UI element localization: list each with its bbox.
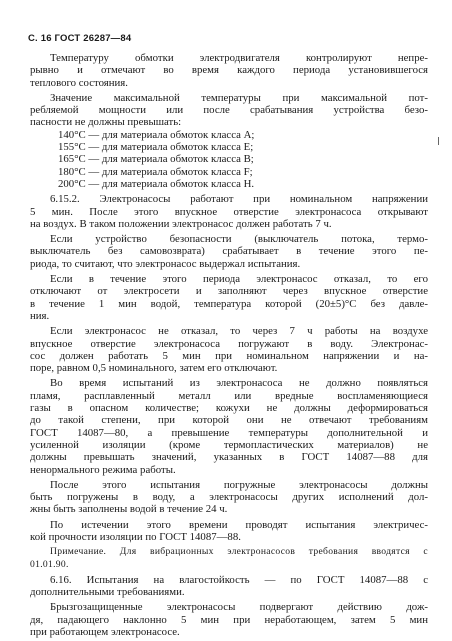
text-line: жны быть заполнены водой в течение 24 ч.	[30, 503, 228, 516]
text-line: ненормального режима работы.	[30, 463, 176, 476]
text-line: впускное отверстие электронасоса погружают в воду. Электронас-	[30, 337, 428, 350]
text-line: Примечание. Для вибрационных электронасосов требования вводятся с	[50, 546, 428, 558]
text-line: пасности не должны превышать:	[30, 116, 182, 129]
text-line: Если электронасос не отказал, то через 7 ч работы на воздухе	[50, 325, 428, 338]
margin-mark	[438, 137, 439, 145]
text-line: теплового состояния.	[30, 76, 128, 89]
text-line: 155°С — для материала обмоток класса Е;	[58, 141, 254, 154]
text-line: быть погружены в воду, а электронасосы других исполнений дол-	[30, 491, 428, 504]
text-line: до такой степени, при которой они не отвечают требованиям	[30, 414, 428, 427]
text-line: ния.	[30, 309, 50, 322]
text-line: сос должен работать 5 мин при номинальном напряжении и на-	[30, 349, 428, 362]
text-line: ГОСТ 14087—80, а превышение температуры дополнительной и	[30, 426, 428, 439]
text-line: Температуру обмотки электродвигателя контролируют непре-	[50, 52, 428, 64]
text-line: риода, то считают, что электронасос выдержал испытания.	[30, 257, 301, 270]
text-line: пламя, расплавленный металл или вредные воспламеняющиеся	[30, 389, 428, 402]
text-line: Во время испытаний из электронасоса не должно появляться	[50, 377, 428, 390]
text-line: После этого испытания погружные электронасосы должны	[50, 478, 428, 491]
text-line: Брызгозащищенные электронасосы подвергают действию дож-	[50, 601, 428, 614]
text-line: рывно и отмечают во время каждого периода установившегося	[30, 64, 428, 77]
text-line: газы в опасном количестве; кожухи не должны деформироваться	[30, 402, 428, 415]
text-line: По истечении этого времени проводят испытания электричес-	[50, 518, 428, 531]
text-line: 6.16. Испытания на влагостойкость — по ГОСТ 14087—88 с	[50, 573, 428, 586]
text-line: ребляемой мощности или после срабатывания устройства безо-	[30, 104, 428, 117]
text-line: Значение максимальной температуры при максимальной пот-	[50, 91, 428, 104]
text-line: дополнительными требованиями.	[30, 586, 185, 599]
text-line: 180°С — для материала обмоток класса F;	[58, 165, 253, 178]
document-body	[30, 52, 428, 638]
text-line: поре, равном 0,5 номинального, затем его отключают.	[30, 362, 278, 375]
text-line: выключатель без самовозврата) срабатывает в течение этого пе-	[30, 245, 428, 258]
text-line: Если в течение этого периода электронасос отказал, то его	[50, 273, 428, 286]
text-line: усиленной изоляции (кроме термопластических материалов) не	[30, 438, 428, 451]
text-line: 01.01.90.	[30, 558, 69, 570]
text-line: 5 мин. После этого впускное отверстие электронасоса открывают	[30, 205, 428, 218]
text-line: отключают от электросети и заполняют через впускное отверстие	[30, 285, 428, 298]
text-line: 165°С — для материала обмоток класса В;	[58, 153, 254, 166]
text-line: на воздух. В таком положении электронасос должен работать 7 ч.	[30, 217, 332, 230]
page-header: С. 16 ГОСТ 26287—84	[28, 33, 132, 44]
text-line: в течение 1 мин водой, температура которой (20±5)°С без давле-	[30, 297, 428, 310]
text-line: Если устройство безопасности (выключатель потока, термо-	[50, 233, 428, 246]
text-line: при работающем электронасосе.	[30, 626, 180, 639]
text-line: дя, падающего наклонно 5 мин при неработающем, затем 5 мин	[30, 613, 428, 626]
text-line: должны превышать значений, указанных в ГОСТ 14087—88 для	[30, 451, 428, 464]
text-line: 6.15.2. Электронасосы работают при номинальном напряжении	[50, 193, 428, 206]
text-line: кой прочности изоляции по ГОСТ 14087—88.	[30, 530, 241, 543]
text-line: 140°С — для материала обмоток класса А;	[58, 128, 255, 141]
text-line: 200°С — для материала обмоток класса Н.	[58, 177, 255, 190]
